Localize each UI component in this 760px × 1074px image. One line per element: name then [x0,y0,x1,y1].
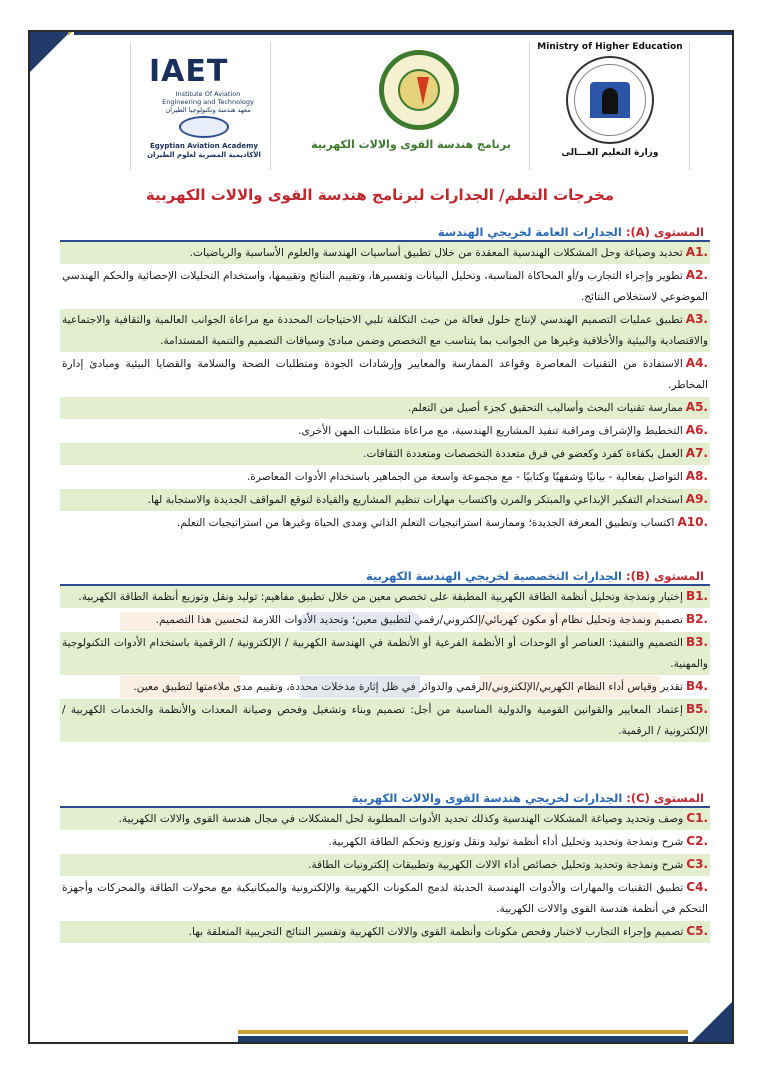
outcome-code: A2. [685,268,708,282]
outcome-code: A4. [685,356,708,370]
section-a [60,224,710,535]
frame-corner-accent [68,30,74,36]
outcome-code: A7. [685,446,708,460]
ministry-logo-block [529,42,689,170]
section-c-level: المستوى (C): [626,791,704,805]
section-a-level: المستوى (A): [625,225,704,239]
outcome-code: A9. [685,492,708,506]
section-b-level: المستوى (B): [625,569,704,583]
eaa-name: Egyptian Aviation Academy [150,142,258,150]
outcome-item [60,586,710,609]
section-b [60,568,710,743]
outcome-code: C2. [686,834,708,848]
outcome-code: B2. [685,612,708,626]
iaet-wordmark: IAET [149,54,229,89]
program-caption: برنامج هندسة القوى والالات الكهربية [311,138,511,151]
outcome-text: شرح ونمذجة وتحديد وتحليل أداء أنظمة توليد ونقل وتوزيع وتحكم الطاقة الكهربية. [328,836,684,848]
outcome-text: تطبيق عمليات التصميم الهندسي لإنتاج حلول فعالة من حيث التكلفة تلبي الاحتياجات المحددة مع مراعاة الجوانب العالمية والثقافية والاجتماعية والاقتصادية والبيئية والأخلاقية وغيرها من الجوانب بما يتناسب مع التخصص وضمن مبادئ وسياقات التصميم والتنمية المستدامة. [62,314,708,347]
outcome-item [60,831,710,854]
frame-top-bar [74,32,734,35]
section-a-heading [60,224,710,242]
outcome-item [60,466,710,489]
outcome-code: B3. [685,635,708,649]
outcome-item [60,309,710,353]
outcome-code: C1. [686,811,708,825]
outcome-code: A10. [677,515,708,529]
outcome-item [60,265,710,309]
outcome-item [60,921,710,944]
section-b-heading [60,568,710,586]
outcome-text: تصميم ونمذجة وتحليل نظام أو مكون كهربائي/إلكتروني/رقمي لتطبيق معين؛ وتحديد الأدوات اللازمة لتحسين هذا التصميم. [155,614,683,626]
emblem-core [398,69,440,111]
iaet-line3: معهد هندسة وتكنولوجيا الطيران [165,106,251,114]
frame-corner-bottom-right [690,1000,734,1044]
section-b-title: الجدارات التخصصية لخريجي الهندسة الكهربية [365,569,622,583]
outcome-code: C5. [686,924,708,938]
ministry-emblem-icon [566,56,654,144]
section-c-heading [60,790,710,808]
outcome-text: إعتماد المعايير والقوانين القومية والدولية المناسبة من أجل: تصميم وبناء وتشغيل وفحص وصيانة المعدات والأنظمة والخدمات الكهربية / الإلكترونية / الرقمية. [62,704,708,737]
outcome-item [60,512,710,535]
outcome-code: C3. [686,857,708,871]
outcome-item [60,808,710,831]
outcome-item [60,699,710,743]
outcome-code: A6. [685,423,708,437]
graduate-figure-icon [602,88,618,114]
outcome-text: تصميم وإجراء التجارب لاختبار وفحص مكونات وأنظمة القوى والالات الكهربية وتفسير النتائج التجريبية المتعلقة بها. [188,926,684,938]
outcome-item [60,676,710,699]
frame-bottom-accent [238,1030,688,1034]
outcome-code: C4. [686,880,708,894]
outcome-text: وصف وتحديد وصياغة المشكلات الهندسية وكذلك تحديد الأدوات المطلوبة لحل المشكلات في مجال هندسة القوى والالات الكهربية. [118,813,684,825]
outcome-text: تطوير وإجراء التجارب و/أو المحاكاة المناسبة، وتحليل البيانات وتفسيرها، وتقييم النتائج وتقييمها، واستخدام التحليلات الإحصائية والحكم الهندسي الموضوعي لاستخلاص النتائج. [62,270,708,303]
lightning-bolt-icon [417,77,429,105]
outcome-item [60,609,710,632]
outcome-code: B5. [685,702,708,716]
section-a-title: الجدارات العامة لخريجي الهندسة [437,225,622,239]
eaa-arabic: الأكاديمية المصرية لعلوم الطيران [147,151,261,159]
outcome-text: شرح ونمذجة وتحديد وتحليل خصائص أداء الالات الكهربية وتطبيقات إلكترونيات الطاقة. [307,859,684,871]
outcome-code: A3. [685,312,708,326]
outcome-item [60,242,710,265]
eaa-emblem-icon [179,116,229,138]
outcome-text: إختيار ونمذجة وتحليل أنظمة الطاقة الكهربية المطبقة على تخصص معين من خلال تطبيق مفاهيم: توليد ونقل وتوزيع أنظمة الطاقة الكهربية. [78,591,683,603]
section-c [60,790,710,944]
outcome-text: استخدام التفكير الإبداعي والمبتكر والمرن واكتساب مهارات تنظيم المشاريع والقيادة لتوقع المواقف الجديدة والاستجابة لها. [147,494,683,506]
outcome-text: التصميم والتنفيذ: العناصر أو الوحدات أو الأنظمة الفرعية أو الأنظمة في الهندسة الكهربية / الإلكترونية / الرقمية باستخدام الأدوات التكنولوجية والمهنية. [62,637,708,670]
page-title: مخرجات التعلم/ الجدارات لبرنامج هندسة القوى والالات الكهربية [145,186,615,204]
frame-corner-top-left [28,30,72,74]
outcome-code: A5. [685,400,708,414]
iaet-subtitle [153,90,263,114]
outcome-code: B4. [685,679,708,693]
outcome-text: التخطيط والإشراف ومراقبة تنفيذ المشاريع الهندسية، مع مراعاة متطلبات المهن الأخرى. [298,425,683,437]
iaet-logo [149,54,228,89]
outcome-item [60,397,710,420]
outcome-item [60,854,710,877]
section-c-title: الجدارات لخريجي هندسة القوى والالات الكهربية [351,791,623,805]
iaet-line1: Institute Of Aviation [175,90,241,98]
outcome-item [60,420,710,443]
ministry-caption: وزارة التعليم العـــالى [561,148,659,158]
outcome-code: A8. [685,469,708,483]
outcome-item [60,353,710,397]
outcome-text: الاستفادة من التقنيات المعاصرة وقواعد الممارسة والمعايير وإرشادات الجودة ومتطلبات الصحة والسلامة والقضايا البيئية ومبادئ إدارة المخاطر. [62,358,708,391]
outcome-text: تحديد وصياغة وحل المشكلات الهندسية المعقدة من خلال تطبيق أساسيات الهندسة والعلوم الأساسية والرياضيات. [189,247,683,259]
iaet-line2: Engineering and Technology [162,98,254,106]
header-logos [130,42,690,170]
ministry-arc-text: Ministry of Higher Education [537,42,683,52]
eaa-caption [139,142,269,160]
outcome-text: العمل بكفاءة كفرد وكعضو في فرق متعددة التخصصات ومتعددة الثقافات. [363,448,683,460]
iaet-logo-block [131,42,271,170]
outcome-item [60,632,710,676]
outcome-text: ممارسة تقنيات البحث وأساليب التحقيق كجزء أصيل من التعلم. [408,402,683,414]
outcome-text: تطبيق التقنيات والمهارات والأدوات الهندسية الحديثة لدمج المكونات الكهربية والإلكترونية والميكانيكية مع محولات الطاقة والمحركات وأجهزة التحكم في أنظمة هندسة القوى والالات الكهربية. [62,882,708,915]
outcome-item [60,489,710,512]
outcome-text: اكتساب وتطبيق المعرفة الجديدة؛ وممارسة استراتيجيات التعلم الذاتي ومدى الحياة وغيرها من استراتيجيات التعلم. [176,517,675,529]
outcome-text: تقدير وقياس أداء النظام الكهربي/الإلكتروني/الرقمي والدوائر في ظل إثارة مدخلات محددة، وتقييم مدى ملاءمتها لتطبيق معين. [133,681,683,693]
outcome-code: B1. [685,589,708,603]
frame-bottom-bar [238,1036,688,1042]
outcome-code: A1. [685,245,708,259]
power-program-emblem-icon [379,50,459,130]
outcome-item [60,877,710,921]
outcome-item [60,443,710,466]
program-logo-block [271,42,551,170]
outcome-text: التواصل بفعالية - بيانيًا وشفهيًا وكتابيًا - مع مجموعة واسعة من الجماهير باستخدام الأدوات المعاصرة. [246,471,683,483]
